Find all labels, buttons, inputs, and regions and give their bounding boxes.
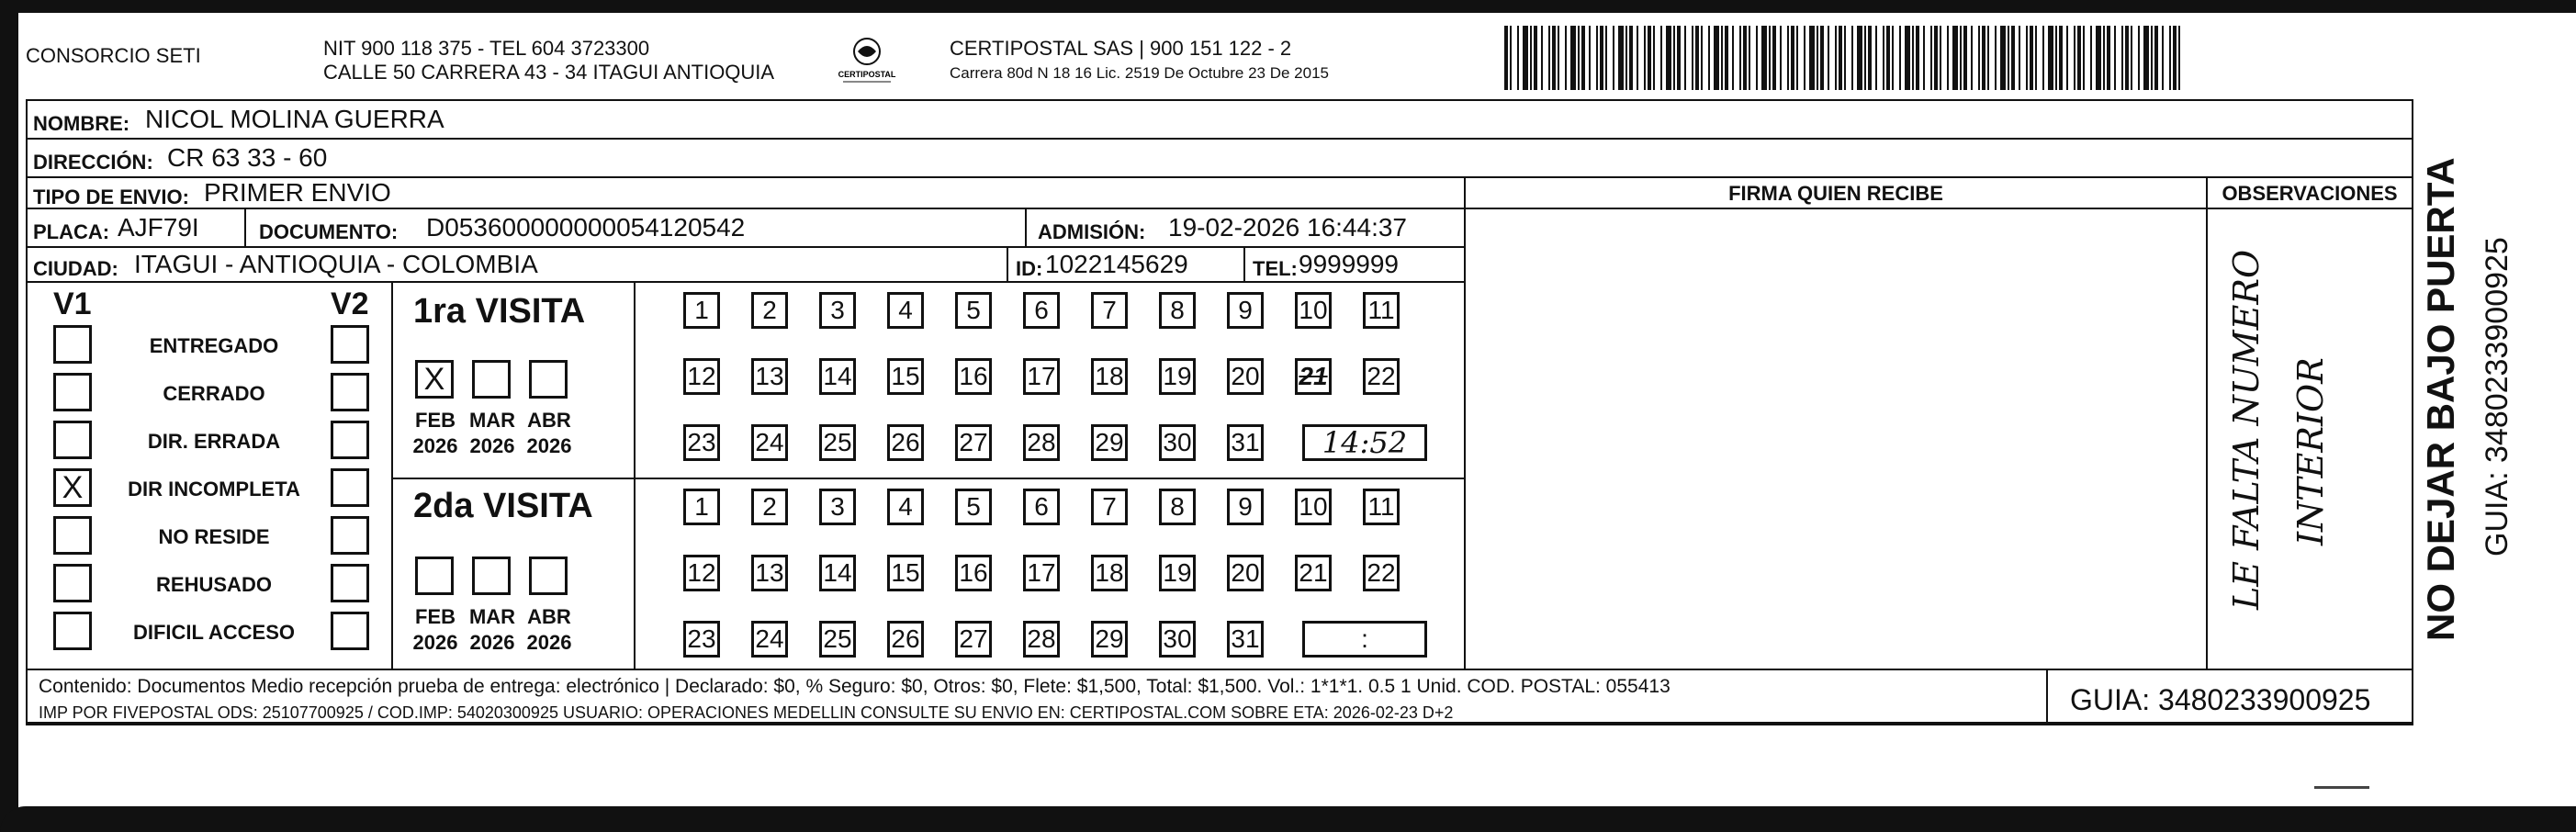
v1-label: V1 <box>53 287 92 321</box>
barcode-bar <box>1787 26 1789 90</box>
visit1-day-box[interactable]: 14 <box>819 358 856 395</box>
barcode-bar <box>1660 26 1662 90</box>
visit2-month-year: 2026 <box>469 631 515 654</box>
barcode-bar <box>2143 26 2149 90</box>
status-label: NO RESIDE <box>158 525 270 548</box>
barcode-bar <box>1960 26 1962 90</box>
visit2-day-box[interactable]: 11 <box>1363 489 1400 525</box>
status-label: DIFICIL ACCESO <box>132 621 295 644</box>
tel-label: TEL: <box>1253 257 1298 280</box>
barcode-bar <box>1581 26 1585 90</box>
row-documento <box>244 208 1027 248</box>
barcode-bar <box>2011 26 2015 90</box>
visit2-day-box[interactable]: 18 <box>1091 555 1128 591</box>
barcode-bar <box>1844 26 1846 90</box>
barcode-bar <box>1971 26 1973 90</box>
barcode-bar <box>1541 26 1543 90</box>
nombre-label: NOMBRE: <box>33 112 130 135</box>
row-tel <box>1243 246 1466 283</box>
visit2-day-box[interactable]: 10 <box>1295 489 1332 525</box>
v1-checkbox[interactable] <box>53 421 92 459</box>
footer-guia-box <box>2046 669 2413 725</box>
barcode-bar <box>1772 26 1776 90</box>
v2-checkbox[interactable] <box>331 421 369 459</box>
barcode-bar <box>1552 26 1556 90</box>
visit2-day-box[interactable]: 25 <box>819 621 856 658</box>
carrier-name: CERTIPOSTAL SAS | 900 151 122 - 2 <box>950 37 1292 60</box>
barcode-bar <box>1504 26 1508 90</box>
visit1-time-box[interactable]: 14:52 <box>1302 424 1427 461</box>
barcode-bar <box>1666 26 1671 90</box>
barcode-bar <box>1548 26 1550 90</box>
barcode-bar <box>1695 26 1699 90</box>
visit1-day-box[interactable]: 23 <box>683 424 720 461</box>
status-label: DIR INCOMPLETA <box>128 478 300 500</box>
visit1-month-label <box>465 408 520 459</box>
barcode-bar <box>1769 26 1771 90</box>
barcode-bar <box>2103 26 2105 90</box>
barcode-bar <box>1963 26 1967 90</box>
barcode-bar <box>1952 26 1958 90</box>
barcode-bar <box>1864 26 1866 90</box>
visit2-day-box[interactable]: 13 <box>751 555 788 591</box>
visit2-month-checkbox[interactable] <box>415 557 454 595</box>
barcode-bar <box>1780 26 1782 90</box>
barcode-bar <box>2077 26 2081 90</box>
barcode-bar <box>1923 26 1925 90</box>
visit1-day-box[interactable]: 4 <box>887 292 924 329</box>
visit2-time-box[interactable]: : <box>1302 621 1427 658</box>
visit2-title: 2da VISITA <box>413 487 593 525</box>
visit1-title: 1ra VISITA <box>413 292 586 331</box>
barcode-bar <box>1637 26 1638 90</box>
visit2-day-box[interactable]: 22 <box>1363 555 1400 591</box>
visit1-month-year: 2026 <box>526 434 572 457</box>
certipostal-logo <box>830 33 904 88</box>
barcode-bar <box>1510 26 1512 90</box>
barcode-bar <box>1684 26 1686 90</box>
visit2-day-box[interactable]: 9 <box>1227 489 1264 525</box>
scan-edge-left <box>0 0 18 832</box>
barcode-bar <box>1530 26 1532 90</box>
visit1-day-box[interactable]: 20 <box>1227 358 1264 395</box>
visit2-day-box[interactable]: 17 <box>1023 555 1060 591</box>
barcode-bar <box>1589 26 1591 90</box>
company-name: CONSORCIO SETI <box>26 44 201 67</box>
side-warning: NO DEJAR BAJO PUERTA <box>2419 157 2462 641</box>
visit2-day-box[interactable]: 19 <box>1159 555 1196 591</box>
firma-header: FIRMA QUIEN RECIBE <box>1466 178 2206 209</box>
barcode-bar <box>1725 26 1728 90</box>
status-label: REHUSADO <box>156 573 272 596</box>
barcode-bar <box>1517 26 1519 90</box>
barcode-bar <box>2107 26 2110 90</box>
visit2-day-box[interactable]: 15 <box>887 555 924 591</box>
status-label: ENTREGADO <box>149 334 279 357</box>
barcode-bar <box>1701 26 1703 90</box>
ciudad-label: CIUDAD: <box>33 257 118 280</box>
barcode-bar <box>1625 26 1627 90</box>
barcode-bar <box>2169 26 2171 90</box>
barcode-bar <box>1692 26 1693 90</box>
v1-checkbox[interactable] <box>53 564 92 602</box>
firma-box <box>1464 176 2208 670</box>
barcode-bar <box>1596 26 1598 90</box>
barcode-bar <box>2154 26 2158 90</box>
row-direccion <box>26 138 2413 178</box>
barcode-bar <box>1978 26 1980 90</box>
barcode-bar <box>1875 26 1877 90</box>
visit1-day-box[interactable]: 13 <box>751 358 788 395</box>
visit2-day-box[interactable]: 14 <box>819 555 856 591</box>
barcode-bar <box>1523 26 1528 90</box>
company-nit: NIT 900 118 375 - TEL 604 3723300 <box>323 37 650 60</box>
v1-checkbox[interactable]: X <box>53 468 92 507</box>
visit2-day-box[interactable]: 28 <box>1023 621 1060 658</box>
visit1-day-box[interactable]: 1 <box>683 292 720 329</box>
barcode-bar <box>2138 26 2140 90</box>
visit1-day-box[interactable]: 19 <box>1159 358 1196 395</box>
v1-checkbox[interactable] <box>53 373 92 411</box>
barcode-bar <box>1791 26 1794 90</box>
barcode-bar <box>1756 26 1758 90</box>
barcode <box>1504 26 2184 90</box>
visit2-day-box[interactable]: 1 <box>683 489 720 525</box>
barcode-bar <box>1987 26 1989 90</box>
barcode-bar <box>2125 26 2129 90</box>
visit1-day-box[interactable]: 28 <box>1023 424 1060 461</box>
v1-checkbox[interactable] <box>53 325 92 364</box>
id-label: ID: <box>1016 257 1043 280</box>
row-placa <box>26 208 246 248</box>
row-id <box>1007 246 1245 283</box>
barcode-bar <box>1892 26 1894 90</box>
visit2-day-box[interactable]: 30 <box>1159 621 1196 658</box>
visit2-month-name: MAR <box>468 605 516 628</box>
barcode-bar <box>1809 26 1815 90</box>
barcode-bar <box>2151 26 2153 90</box>
direccion-label: DIRECCIÓN: <box>33 151 153 174</box>
barcode-bar <box>1940 26 1941 90</box>
visit1-month-checkbox[interactable] <box>529 360 568 399</box>
visit1-day-box[interactable]: 6 <box>1023 292 1060 329</box>
barcode-bar <box>2055 26 2057 90</box>
visit1-day-box[interactable]: 17 <box>1023 358 1060 395</box>
visit2-month-checkbox[interactable] <box>472 557 511 595</box>
barcode-bar <box>1673 26 1675 90</box>
barcode-bar <box>1828 26 1829 90</box>
barcode-bar <box>1912 26 1914 90</box>
tipo-value: PRIMER ENVIO <box>204 178 391 207</box>
visit2-day-box[interactable]: 27 <box>955 621 992 658</box>
row-nombre <box>26 99 2413 140</box>
visit2-day-box[interactable]: 8 <box>1159 489 1196 525</box>
barcode-bar <box>2083 26 2085 90</box>
visit1-day-box[interactable]: 11 <box>1363 292 1400 329</box>
visit1-month-year: 2026 <box>412 434 458 457</box>
barcode-bar <box>2114 26 2116 90</box>
barcode-bar <box>1796 26 1798 90</box>
barcode-bar <box>1995 26 1997 90</box>
visit1-day-box[interactable]: 29 <box>1091 424 1128 461</box>
visit1-day-box[interactable]: 5 <box>955 292 992 329</box>
barcode-bar <box>1708 26 1710 90</box>
scan-speck <box>2314 786 2369 789</box>
visit1-month-label <box>408 408 463 459</box>
visit1-day-box[interactable]: 8 <box>1159 292 1196 329</box>
barcode-bar <box>2074 26 2075 90</box>
status-label: DIR. ERRADA <box>147 430 281 453</box>
barcode-bar <box>1648 26 1651 90</box>
visit2-day-box[interactable]: 24 <box>751 621 788 658</box>
v1-checkbox[interactable] <box>53 516 92 555</box>
barcode-bar <box>1916 26 1919 90</box>
footer-line-2: IMP POR FIVEPOSTAL ODS: 25107700925 / COD.IMP: 54020300925 USUARIO: OPERACIONES MEDELLIN CONSULTE SU ENVIO EN: CERTIPOSTAL.COM SOBRE ETA: 2026-02-23 D+2 <box>39 703 1454 722</box>
barcode-bar <box>1820 26 1824 90</box>
admision-label: ADMISIÓN: <box>1038 220 1146 243</box>
tipo-label: TIPO DE ENVIO: <box>33 186 189 208</box>
visit1-day-box[interactable]: 22 <box>1363 358 1400 395</box>
barcode-bar <box>1817 26 1818 90</box>
barcode-bar <box>1739 26 1741 90</box>
barcode-bar <box>2162 26 2164 90</box>
observaciones-header: OBSERVACIONES <box>2208 178 2412 209</box>
tel-value: 9999999 <box>1299 250 1400 278</box>
barcode-bar <box>1743 26 1747 90</box>
barcode-bar <box>2121 26 2123 90</box>
barcode-bar <box>1578 26 1580 90</box>
visit2-month-label <box>408 604 463 656</box>
visit1-day-box[interactable]: 7 <box>1091 292 1128 329</box>
barcode-bar <box>1899 26 1901 90</box>
visit2-month-year: 2026 <box>526 631 572 654</box>
barcode-bar <box>1570 26 1576 90</box>
documento-value: D053600000000054120542 <box>426 213 746 242</box>
visit1-day-box[interactable]: 3 <box>819 292 856 329</box>
v2-checkbox[interactable] <box>331 468 369 507</box>
barcode-bar <box>1947 26 1949 90</box>
visit1-month-label <box>522 408 577 459</box>
barcode-bar <box>2173 26 2177 90</box>
ciudad-value: ITAGUI - ANTIOQUIA - COLOMBIA <box>134 250 538 278</box>
barcode-bar <box>1868 26 1872 90</box>
visit1-day-box[interactable]: 31 <box>1227 424 1264 461</box>
barcode-bar <box>2042 26 2044 90</box>
visit2-day-box[interactable]: 31 <box>1227 621 1264 658</box>
barcode-bar <box>1605 26 1607 90</box>
barcode-bar <box>2066 26 2068 90</box>
barcode-bar <box>1930 26 1932 90</box>
visit2-day-box[interactable]: 26 <box>887 621 924 658</box>
barcode-bar <box>1618 26 1624 90</box>
v2-label: V2 <box>331 287 369 321</box>
visit2-day-box[interactable]: 16 <box>955 555 992 591</box>
barcode-bar <box>2096 26 2101 90</box>
visit2-day-box[interactable]: 29 <box>1091 621 1128 658</box>
visit1-day-box[interactable]: 25 <box>819 424 856 461</box>
barcode-bar <box>2026 26 2028 90</box>
visit1-day-box[interactable]: 9 <box>1227 292 1264 329</box>
visit2-day-box[interactable]: 2 <box>751 489 788 525</box>
visit2-day-box[interactable]: 4 <box>887 489 924 525</box>
barcode-bar <box>1857 26 1862 90</box>
barcode-bar <box>1565 26 1567 90</box>
barcode-bar <box>1934 26 1938 90</box>
barcode-bar <box>2030 26 2033 90</box>
barcode-bar <box>1600 26 1603 90</box>
visit1-month-checkbox[interactable]: X <box>415 360 454 399</box>
visit2-month-label <box>465 604 520 656</box>
footer-info <box>26 669 2048 725</box>
row-admision <box>1025 208 1466 248</box>
v2-checkbox[interactable] <box>331 612 369 650</box>
visit2-day-box[interactable]: 21 <box>1295 555 1332 591</box>
status-label: CERRADO <box>163 382 265 405</box>
barcode-bar <box>2090 26 2092 90</box>
barcode-bar <box>1613 26 1614 90</box>
admision-value: 19-02-2026 16:44:37 <box>1168 213 1407 242</box>
observaciones-handwriting-2: INTERIOR <box>2290 357 2331 545</box>
visit2-month-name: FEB <box>415 605 456 628</box>
barcode-bar <box>1558 26 1559 90</box>
company-address: CALLE 50 CARRERA 43 - 34 ITAGUI ANTIOQUIA <box>323 61 775 84</box>
visit1-day-box[interactable]: 24 <box>751 424 788 461</box>
barcode-bar <box>1886 26 1890 90</box>
v2-checkbox[interactable] <box>331 564 369 602</box>
placa-label: PLACA: <box>33 220 110 243</box>
v1-checkbox[interactable] <box>53 612 92 650</box>
barcode-bar <box>1883 26 1884 90</box>
visit1-day-box[interactable]: 21 <box>1295 358 1332 395</box>
visit1-day-box[interactable]: 10 <box>1295 292 1332 329</box>
visit1-day-box[interactable]: 15 <box>887 358 924 395</box>
visit1-month-checkbox[interactable] <box>472 360 511 399</box>
barcode-bar <box>2035 26 2037 90</box>
barcode-bar <box>1905 26 1910 90</box>
visit2-day-box[interactable]: 7 <box>1091 489 1128 525</box>
barcode-bar <box>1714 26 1719 90</box>
barcode-bar <box>2019 26 2020 90</box>
barcode-bar <box>1851 26 1853 90</box>
barcode-bar <box>2059 26 2063 90</box>
scan-edge-top <box>0 0 2576 13</box>
row-ciudad <box>26 246 1008 283</box>
barcode-bar <box>1721 26 1723 90</box>
visit1-day-box[interactable]: 26 <box>887 424 924 461</box>
observaciones-handwriting-1: LE FALTA NUMERO <box>2226 249 2267 610</box>
visit1-day-box[interactable]: 12 <box>683 358 720 395</box>
barcode-bar <box>1732 26 1734 90</box>
visit2-month-year: 2026 <box>412 631 458 654</box>
v2-checkbox[interactable] <box>331 516 369 555</box>
barcode-bar <box>2000 26 2006 90</box>
barcode-bar <box>1629 26 1633 90</box>
logo-text: CERTIPOSTAL <box>838 70 896 79</box>
barcode-bar <box>1982 26 1985 90</box>
barcode-bar <box>1761 26 1767 90</box>
barcode-bar <box>1749 26 1750 90</box>
visit2-day-box[interactable]: 20 <box>1227 555 1264 591</box>
observaciones-box <box>2206 176 2413 670</box>
side-guia: GUIA: 3480233900925 <box>2480 237 2514 557</box>
placa-value: AJF79I <box>118 213 199 242</box>
barcode-bar <box>2178 26 2180 90</box>
barcode-bar <box>1677 26 1681 90</box>
visit2-month-label <box>522 604 577 656</box>
scan-edge-bottom <box>0 806 2576 832</box>
visit2-day-box[interactable]: 12 <box>683 555 720 591</box>
visit1-month-name: MAR <box>468 409 516 432</box>
visit2-day-box[interactable]: 6 <box>1023 489 1060 525</box>
barcode-bar <box>1804 26 1805 90</box>
barcode-bar <box>1839 26 1842 90</box>
visit1-day-box[interactable]: 30 <box>1159 424 1196 461</box>
carrier-address: Carrera 80d N 18 16 Lic. 2519 De Octubre 23 De 2015 <box>950 64 1329 82</box>
barcode-bar <box>2131 26 2132 90</box>
visit2-month-checkbox[interactable] <box>529 557 568 595</box>
barcode-bar <box>2008 26 2009 90</box>
visit-divider <box>634 281 636 670</box>
footer-guia: GUIA: 3480233900925 <box>2070 683 2371 716</box>
nombre-value: NICOL MOLINA GUERRA <box>145 105 444 133</box>
v2-checkbox[interactable] <box>331 373 369 411</box>
footer-line-1: Contenido: Documentos Medio recepción prueba de entrega: electrónico | Declarado: $0, % Seguro: $0, Otros: $0, Flete: $1,500, Total: $1,500. Vol.: 1*1*1. 0.5 1 Unid. COD. POSTAL: 055413 <box>39 676 1670 697</box>
visit1-day-box[interactable]: 16 <box>955 358 992 395</box>
id-value: 1022145629 <box>1045 250 1188 278</box>
visit1-day-box[interactable]: 27 <box>955 424 992 461</box>
barcode-bar <box>1534 26 1537 90</box>
visit2-month-name: ABR <box>527 605 571 628</box>
barcode-bar <box>1835 26 1837 90</box>
visit1-month-name: FEB <box>415 409 456 432</box>
visit2-day-box[interactable]: 3 <box>819 489 856 525</box>
barcode-bar <box>1644 26 1646 90</box>
visit1-month-year: 2026 <box>469 434 515 457</box>
visit2-day-box[interactable]: 23 <box>683 621 720 658</box>
direccion-value: CR 63 33 - 60 <box>167 143 328 172</box>
barcode-bar <box>2048 26 2053 90</box>
v2-checkbox[interactable] <box>331 325 369 364</box>
documento-label: DOCUMENTO: <box>259 220 399 243</box>
barcode-bar <box>1653 26 1655 90</box>
visit1-day-box[interactable]: 2 <box>751 292 788 329</box>
visit1-month-name: ABR <box>527 409 571 432</box>
row-tipo <box>26 176 1466 209</box>
visit2-day-box[interactable]: 5 <box>955 489 992 525</box>
visit1-day-box[interactable]: 18 <box>1091 358 1128 395</box>
